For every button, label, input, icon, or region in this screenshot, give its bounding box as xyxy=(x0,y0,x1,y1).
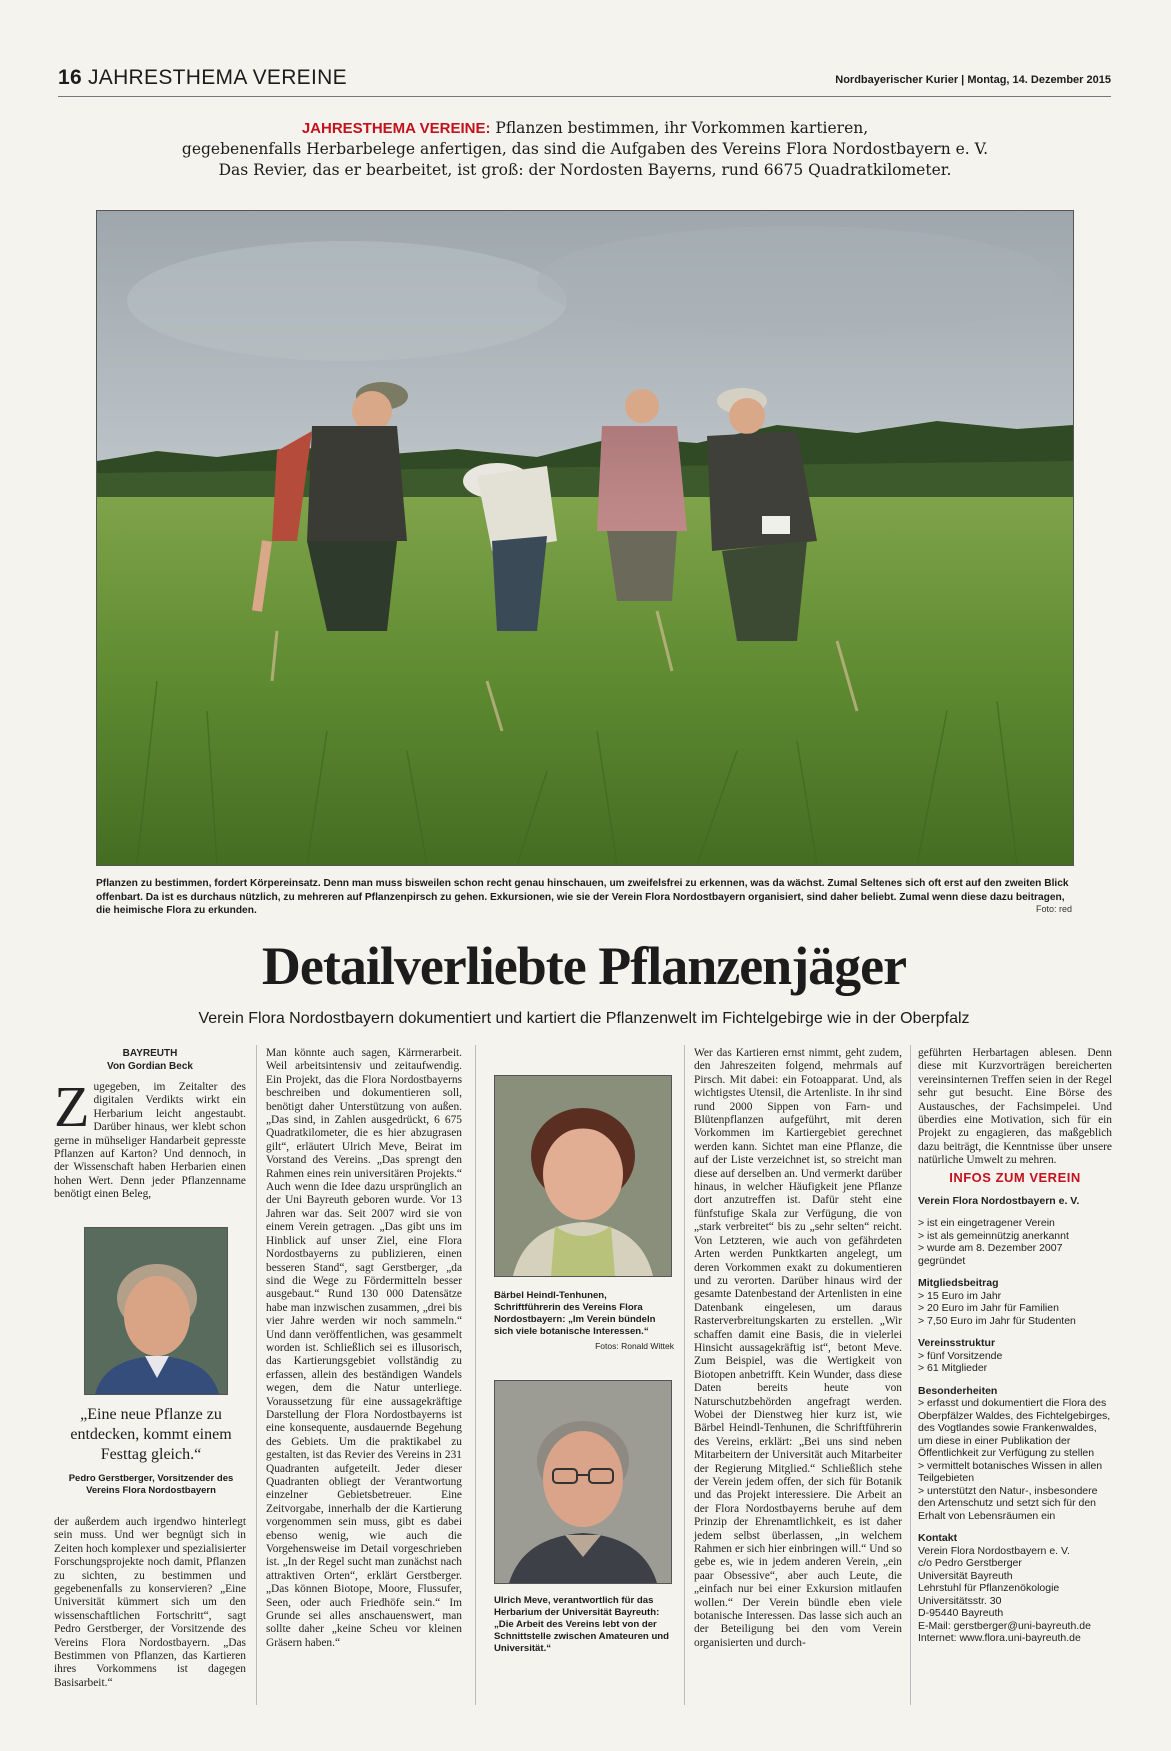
column-divider xyxy=(256,1045,257,1705)
info-item: > wurde am 8. Dezember 2007 gegründet xyxy=(918,1242,1063,1267)
portrait-gerstberger xyxy=(84,1227,228,1395)
paper-date: Nordbayerischer Kurier | Montag, 14. Dezember 2015 xyxy=(835,74,1111,86)
info-item: > 15 Euro im Jahr xyxy=(918,1289,1002,1302)
column-1 xyxy=(54,1047,246,1202)
byline-place: BAYREUTH xyxy=(122,1048,178,1059)
contact-line: c/o Pedro Gerstberger xyxy=(918,1557,1022,1569)
photo-caption: Pflanzen zu bestimmen, fordert Körpereinsatz. Denn man muss bisweilen schon recht genau hinschauen, um zweifelsfrei zu erkennen, was da wächst. Zumal Seltenes sich oft erst auf den zweiten Blick offenbart. Da ist es durchaus nützlich, zu mehreren auf Pflanzenpirsch zu gehen. Exkursionen, wie sie der Verein Flora Nordostbayern organisiert, sind daher beliebt. Zumal wenn diese dazu beitragen, die heimische Flora zu erkunden. xyxy=(96,878,1069,916)
column-divider xyxy=(684,1045,685,1705)
info-item: > 20 Euro im Jahr für Familien xyxy=(918,1302,1059,1314)
pull-quote: „Eine neue Pflanze zu entdecken, kommt einem Festtag gleich.“ xyxy=(70,1406,232,1463)
info-section-title: Mitgliedsbeitrag xyxy=(918,1277,999,1289)
column-3: Wer das Kartieren ernst nimmt, geht zudem, den Jahreszeiten folgend, mehrmals auf Pirsch. Mit dabei: ein Fotoapparat. Und, als wichtigstes Utensil, die Artenliste. In ihr sind rund 2000 Sippen von Farn- und Blütenpflanzen aufgeführt, mit deren Vorkommen im Kartiergebiet gerechnet werden kann. Sichtet man eine Pflanze, die auf der Liste verzeichnet ist, so streicht man diese auf derselben an. Und vermerkt darüber hinaus, in welcher Häufigkeit jene Pflanze dort anzutreffen ist. Dafür steht eine fünfstufige Skala zur Verfügung, die von „stark verbreitet“ bis zu „sehr selten“ reicht. Von Letzteren, wie auch von gefährdeten Arten werden Punktkarten angelegt, um deren Vorkommen exakt zu dokumentieren und zu verorten. Darüber hinaus wird der gesamte Datenbestand der Artenlisten in eine Datenbank eingelesen, um daraus Rasterverbreitungskarten zu erstellen. „Wir schaffen damit eine Basis, die in vielerlei Hinsicht aussagekräftig ist“, betont Meve. Zum Beispiel, was die Wertigkeit von Biotopen anbetrifft. Kein Wunder, dass diese Daten bereits heute von Naturschutzbehörden angefragt werden. Wobei der Dienstweg hier kurz ist, wie Bärbel Heindl-Tenhunen, die Schriftführerin des Vereins, erklärt: „Bei uns sind neben Mitarbeitern der Universität auch Mitarbeiter der Regierung Mitglied.“ Schließlich stehe der Verein jedem offen, der sich für Botanik und das Projekt interessiere. Die Arbeit an der Flora Nordostbayerns beruhe auf dem Prinzip der Ehrenamtlichkeit, es ist daher jedem selbst überlassen, „in welchem Rahmen er sich hier einbringen will.“ Und so gebe es, wie in jedem anderen Verein, „ein paar Obsessive“, aber auch Leute, die „einfach nur bei einer Exkursion mitlaufen wollen.“ Der Verein bündle eben viele botanische Interessen. Das lasse sich auch an der Beteiligung bei den vom Verein organisierten und durch- xyxy=(694,1047,902,1649)
portrait-1-caption xyxy=(494,1290,674,1352)
info-section-contact xyxy=(918,1532,1112,1645)
info-item: > erfasst und dokumentiert die Flora des Oberpfälzer Waldes, des Fichtelgebirges, des Vogtlandes sowie Frankenwaldes, um diese in einer Publikation der Öffentlichkeit zur Verfügung zu stellen xyxy=(918,1397,1111,1459)
section-name: JAHRESTHEMA VEREINE xyxy=(87,66,347,89)
info-section-title: Kontakt xyxy=(918,1532,958,1544)
portrait-2-caption: Ulrich Meve, verantwortlich für das Herbarium der Universität Bayreuth: „Die Arbeit des Vereins lebt von der Schnittstelle zwischen Amateuren und Universität.“ xyxy=(494,1595,670,1654)
portrait-heindl-tenhunen xyxy=(494,1075,672,1277)
info-section-structure xyxy=(918,1337,1112,1375)
info-intro-list xyxy=(918,1217,1112,1267)
main-photo xyxy=(96,210,1074,866)
drop-cap: Z xyxy=(54,1074,90,1139)
contact-line: Universität Bayreuth xyxy=(918,1569,1013,1582)
contact-line: Universitätsstr. 30 xyxy=(918,1594,1002,1607)
contact-website[interactable]: Internet: www.flora.uni-bayreuth.de xyxy=(918,1632,1081,1644)
contact-line: D-95440 Bayreuth xyxy=(918,1607,1004,1619)
column-4: geführten Herbartagen ablesen. Denn diese mit Kurzvorträgen bereicherten vereinsinternen Treffen seien in der Regel sehr gut besucht. Eine Börse des Austausches, der Fachsimpelei. Und überdies eine Motivation, sich für ein Projekt zu engagieren, das maßgeblich dazu beiträgt, die Kenntnisse über unsere natürliche Umwelt zu mehren. xyxy=(918,1047,1112,1167)
page-number: 16 xyxy=(58,66,82,89)
intro-line-3: Das Revier, das er bearbeitet, ist groß: der Nordosten Bayerns, rund 6675 Quadratkilometer. xyxy=(218,161,952,179)
headline: Detailverliebte Pflanzenjäger xyxy=(261,936,907,996)
page-header xyxy=(58,66,347,90)
column-divider xyxy=(910,1045,911,1705)
intro-kicker: JAHRESTHEMA VEREINE: xyxy=(301,120,491,137)
info-box-heading: INFOS ZUM VEREIN xyxy=(949,1170,1081,1185)
info-section-title: Besonderheiten xyxy=(918,1384,998,1397)
info-section-special xyxy=(918,1385,1112,1523)
info-box-title: Verein Flora Nordostbayern e. V. xyxy=(918,1194,1080,1207)
portrait-1-caption-text: Bärbel Heindl-Tenhunen, Schriftführerin des Vereins Flora Nordostbayern: „Im Verein bündeln sich viele botanische Interessen.“ xyxy=(494,1290,656,1337)
column-2: Man könnte auch sagen, Kärrnerarbeit. Weil arbeitsintensiv und zeitaufwendig. Ein Projekt, das die Flora Nordostbayerns beschreiben und dokumentieren soll, benötigt daher Unterstützung von außen. „Das sind, in Zahlen ausgedrückt, 6 675 Quadratkilometer, die es hier abzugrasen gilt“, erläutert Ulrich Meve, Beirat im Vorstand des Vereins. „Das sprengt den Rahmen eines rein universitären Projekts.“ Auch wenn die Idee dazu ursprünglich an der Uni Bayreuth geboren wurde. Vor 13 Jahren war das. Seit 2007 wird sie von einem Verein getragen. „Das gibt uns im Hinblick auf unser Ziel, eine Flora Nordostbayerns zu publizieren, einen besseren Stand“, sagt Gerstberger, „da sind die Wege zu Fördermitteln besser ausgebaut.“ Rund 130 000 Datensätze habe man inzwischen zusammen, „drei bis vier Jahre werden wir noch sammeln.“ Und dann veröffentlichen, was gesammelt worden ist. Schließlich sei es illusorisch, das Kartierungsgebiet vollständig zu erfassen, allein des beständigen Wandels wegen, dem die Natur unterliege. Voraussetzung für eine aussagekräftige Darstellung der Flora Nordostbayerns ist eine konsequente, ausdauernde Begehung des Gebiets. Um die praktikabel zu gestalten, ist das Revier des Vereins in 231 Quadranten aufgeteilt. Jeder dieser Quadranten obliegt der Verantwortung einzelner Gebietsbetreuer. Eine Zeitvorgabe, innerhalb der die Kartierung vorgenommen sein muss, gibt es dabei ebenso wenig, wie auch die Vorgehensweise im Detail vorgeschrieben ist. „In der Regel sucht man zunächst nach attraktiven Orten“, erklärt Gerstberger. „Das können Biotope, Moore, Flussufer, Seen, oder auch Friedhöfe sein.“ Im Grunde sei alles anschauenswert, man sollte daher „keine Scheu vor kleinen Gräsern haben.“ xyxy=(266,1047,462,1649)
info-item: > vermittelt botanisches Wissen in allen Teilgebieten xyxy=(918,1459,1103,1484)
portrait-credit: Fotos: Ronald Wittek xyxy=(595,1341,674,1351)
info-item: > ist ein eingetragener Verein xyxy=(918,1217,1055,1229)
contact-line: Verein Flora Nordostbayern e. V. xyxy=(918,1544,1070,1557)
contact-email[interactable]: E-Mail: gerstberger@uni-bayreuth.de xyxy=(918,1619,1091,1632)
article-paragraph-2: der außerdem auch irgendwo hinterlegt sein muss. Und wer begnügt sich in Zeiten hoch komplexer und spezialisierter Forschungsprojekte noch damit, Pflanzen zu sichten, zu bestimmen und gegebenenfalls zu konservieren? „Eine Universität kümmert sich um den wissenschaftlichen Fortschritt“, sagt Pedro Gerstberger, der Vorsitzende des Vereins Flora Nordostbayern. „Das Bestimmen von Pflanzen, das Kartieren ihres Vorkommens ist dagegen Basisarbeit.“ xyxy=(54,1516,246,1689)
intro-line-2: gegebenenfalls Herbarbelege anfertigen, das sind die Aufgaben des Vereins Flora Nordostbayern e. V. xyxy=(181,140,989,158)
intro-line-1: Pflanzen bestimmen, ihr Vorkommen kartieren, xyxy=(495,119,869,137)
byline xyxy=(54,1047,246,1073)
byline-author: Von Gordian Beck xyxy=(107,1061,193,1072)
subheadline: Verein Flora Nordostbayern dokumentiert und kartiert die Pflanzenwelt im Fichtelgebirge wie in der Oberpfalz xyxy=(198,1010,970,1027)
info-item: > fünf Vorsitzende xyxy=(918,1349,1003,1362)
intro-text xyxy=(100,118,1070,181)
photo-credit: Foto: red xyxy=(1035,904,1072,914)
column-divider xyxy=(475,1045,476,1705)
info-section-fee xyxy=(918,1277,1112,1327)
header-rule xyxy=(58,96,1111,97)
info-item: > 61 Mitglieder xyxy=(918,1362,988,1374)
info-item: > unterstützt den Natur-, insbesondere den Artenschutz und setzt sich für den Erhalt von Lebensräumen ein xyxy=(918,1484,1098,1522)
info-box xyxy=(918,1172,1112,1645)
info-item: > 7,50 Euro im Jahr für Studenten xyxy=(918,1314,1076,1327)
portrait-meve xyxy=(494,1380,672,1584)
contact-line: Lehrstuhl für Pflanzenökologie xyxy=(918,1582,1060,1594)
info-section-title: Vereinsstruktur xyxy=(918,1337,996,1349)
info-item: > ist als gemeinnützig anerkannt xyxy=(918,1229,1069,1242)
paragraph-1-text: ugegeben, im Zeitalter des digitalen Verdikts wirkt ein Herbarium leicht angestaubt. Darüber hinaus, wer klebt schon gerne in mühseliger Handarbeit gepresste Pflanzen auf Karton? Und dennoch, in der Wissenschaft haben Herbarien einen hohen Wert. Denn jeder Pflanzenname benötigt einen Beleg, xyxy=(54,1081,246,1201)
pull-quote-source: Pedro Gerstberger, Vorsitzender des Vereins Flora Nordostbayern xyxy=(68,1473,234,1496)
article-paragraph-1 xyxy=(54,1074,246,1202)
